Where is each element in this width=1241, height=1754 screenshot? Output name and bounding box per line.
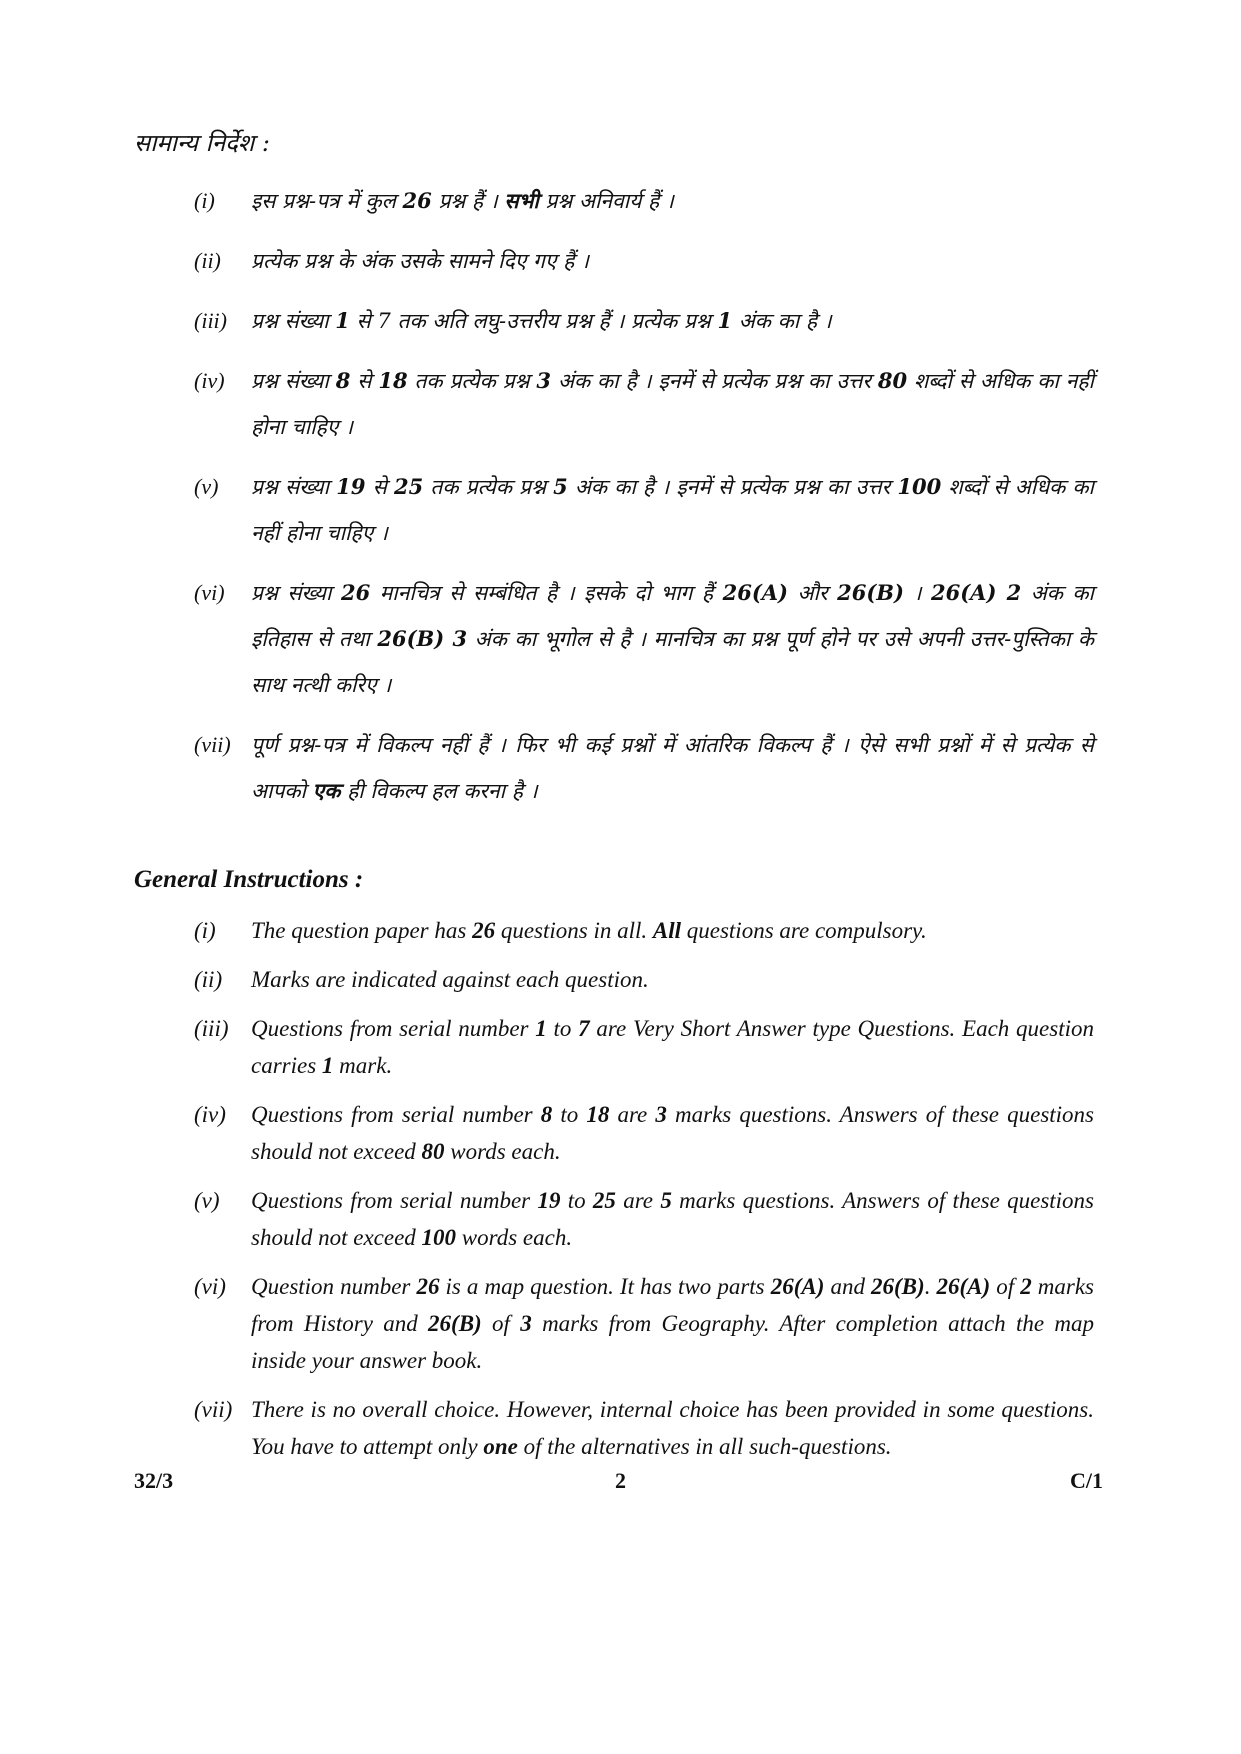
item-text: Questions from serial number 19 to 25 are 5 marks questions. Answers of these questions should not exceed 100 words each. xyxy=(251,1188,1095,1250)
list-item xyxy=(134,1182,1094,1256)
list-item xyxy=(134,722,1094,814)
item-number: (i) xyxy=(194,918,216,943)
list-item xyxy=(134,1391,1094,1465)
list-item xyxy=(134,1268,1094,1379)
set-code: C/1 xyxy=(1070,1468,1103,1493)
item-text: प्रश्न संख्या 26 मानचित्र से सम्बंधित है । इसके दो भाग हैं 26(A) और 26(B) । 26(A) 2 अंक का इतिहास से तथा 26(B) 3 अंक का भूगोल से है । मानचित्र का प्रश्न पूर्ण होने पर उसे अपनी उत्तर-पुस्तिका के साथ नत्थी करिए । xyxy=(251,580,1094,697)
item-number: (vi) xyxy=(194,580,225,605)
item-number: (v) xyxy=(194,474,219,499)
item-number: (i) xyxy=(194,188,215,213)
item-text: इस प्रश्न-पत्र में कुल 26 प्रश्न हैं । सभी प्रश्न अनिवार्य हैं । xyxy=(251,188,674,213)
item-text: प्रत्येक प्रश्न के अंक उसके सामने दिए गए हैं । xyxy=(251,249,589,273)
item-text: Question number 26 is a map question. It has two parts 26(A) and 26(B). 26(A) of 2 marks from History and 26(B) of 3 marks from Geography. After completion attach the map inside your answer book. xyxy=(251,1274,1095,1373)
page-number: 2 xyxy=(615,1468,626,1493)
item-number: (vi) xyxy=(194,1274,226,1299)
list-item xyxy=(134,1096,1094,1170)
item-number: (iv) xyxy=(194,368,225,393)
item-number: (ii) xyxy=(194,248,221,273)
english-instructions-list xyxy=(134,912,1094,1477)
paper-code: 32/3 xyxy=(134,1468,174,1493)
item-text: Questions from serial number 8 to 18 are 3 marks questions. Answers of these questions should not exceed 80 words each. xyxy=(251,1102,1095,1164)
item-text: Marks are indicated against each question. xyxy=(251,967,649,992)
list-item xyxy=(134,912,1094,949)
item-number: (iv) xyxy=(194,1102,226,1127)
item-number: (vii) xyxy=(194,732,231,757)
item-number: (vii) xyxy=(194,1397,233,1422)
item-text: Questions from serial number 1 to 7 are Very Short Answer type Questions. Each question carries 1 mark. xyxy=(251,1016,1095,1078)
item-number: (ii) xyxy=(194,967,223,992)
item-text: प्रश्न संख्या 1 से 7 तक अति लघु-उत्तरीय प्रश्न हैं । प्रत्येक प्रश्न 1 अंक का है । xyxy=(251,308,832,333)
hindi-instructions-title: सामान्य निर्देश : xyxy=(134,129,270,157)
list-item xyxy=(134,238,1094,284)
item-number: (v) xyxy=(194,1188,220,1213)
item-text: The question paper has 26 questions in all. All questions are compulsory. xyxy=(251,918,927,943)
hindi-instructions-list xyxy=(134,178,1094,828)
list-item xyxy=(134,298,1094,344)
item-number: (iii) xyxy=(194,1016,229,1041)
english-instructions-title: General Instructions : xyxy=(134,866,364,893)
item-text: There is no overall choice. However, internal choice has been provided in some questions. You have to attempt only one of the alternatives in all such-questions. xyxy=(251,1397,1094,1459)
item-text: पूर्ण प्रश्न-पत्र में विकल्प नहीं हैं । फिर भी कई प्रश्नों में आंतरिक विकल्प हैं । ऐसे सभी प्रश्नों में से प्रत्येक से आपको एक ही विकल्प हल करना है । xyxy=(251,733,1094,803)
list-item xyxy=(134,178,1094,224)
item-text: प्रश्न संख्या 19 से 25 तक प्रत्येक प्रश्न 5 अंक का है । इनमें से प्रत्येक प्रश्न का उत्तर 100 शब्दों से अधिक का नहीं होना चाहिए । xyxy=(251,474,1094,545)
item-text: प्रश्न संख्या 8 से 18 तक प्रत्येक प्रश्न 3 अंक का है । इनमें से प्रत्येक प्रश्न का उत्तर 80 शब्दों से अधिक का नहीं होना चाहिए । xyxy=(251,368,1094,439)
list-item xyxy=(134,464,1094,556)
list-item xyxy=(134,1010,1094,1084)
item-number: (iii) xyxy=(194,308,227,333)
list-item xyxy=(134,358,1094,450)
list-item xyxy=(134,961,1094,998)
list-item xyxy=(134,570,1094,708)
